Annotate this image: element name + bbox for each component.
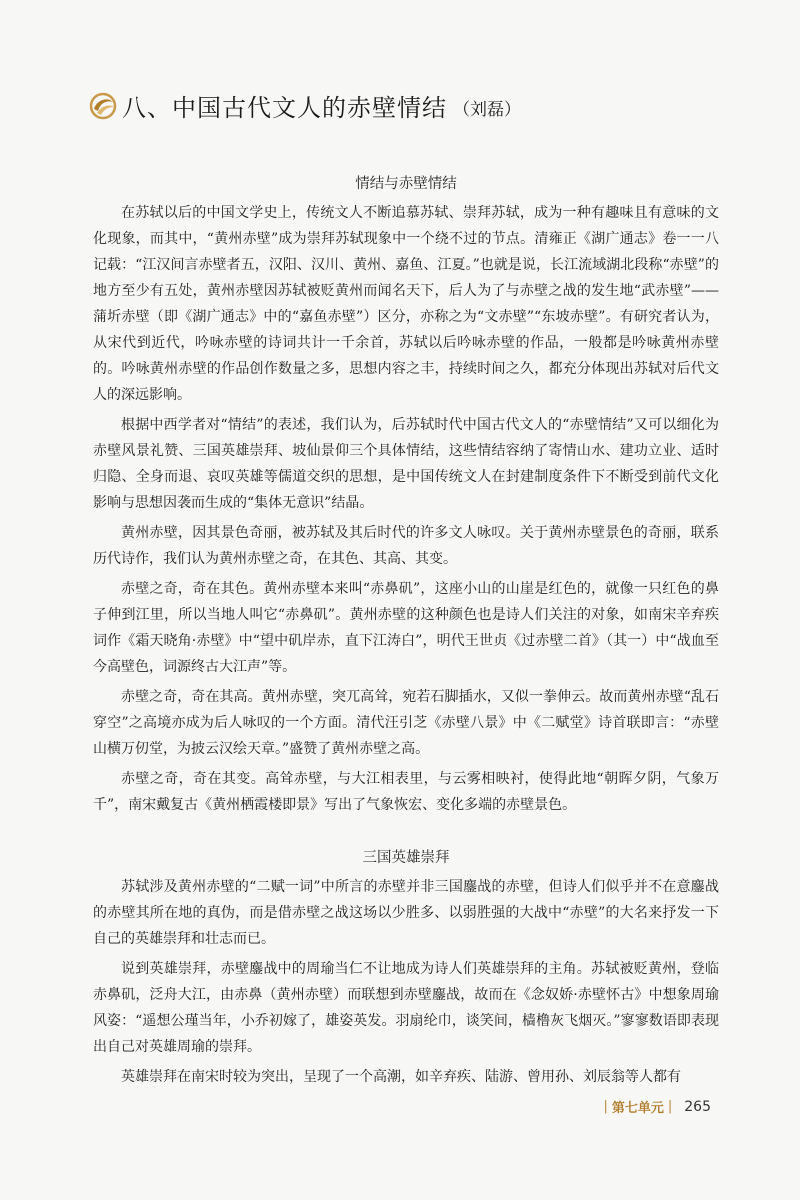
- paragraph: 说到英雄崇拜，赤壁鏖战中的周瑜当仁不让地成为诗人们英雄崇拜的主角。苏轼被贬黄州，登临赤鼻矶，泛舟大江，由赤鼻（黄州赤壁）而联想到赤壁鏖战，故而在《念奴娇·赤壁怀古》中想象周瑜风姿：“遥想公瑾当年，小乔初嫁了，雄姿英发。羽扇纶巾，谈笑间，樯橹灰飞烟灭。”寥寥数语即表现出自己对英雄周瑜的崇拜。: [93, 961, 719, 1055]
- chapter-author: （刘磊）: [453, 100, 521, 120]
- page-footer: [599, 1097, 711, 1116]
- page-number: 265: [684, 1098, 711, 1115]
- section-title: 情结与赤壁情结: [355, 176, 457, 192]
- chapter-title: 八、中国古代文人的赤壁情结: [122, 94, 447, 122]
- paragraph: 黄州赤壁，因其景色奇丽，被苏轼及其后时代的许多文人咏叹。关于黄州赤壁景色的奇丽，联系历代诗作，我们认为黄州赤壁之奇，在其色、其高、其变。: [93, 525, 719, 567]
- divider: |: [603, 1099, 608, 1114]
- chapter-header: [88, 88, 521, 123]
- divider: |: [667, 1099, 673, 1114]
- paragraph: 赤壁之奇，奇在其变。高耸赤壁，与大江相表里，与云雾相映衬，使得此地“朝晖夕阴，气象万千”，南宋戴复古《黄州栖霞楼即景》写出了气象恢宏、变化多端的赤壁景色。: [93, 771, 719, 813]
- section-title: 三国英雄崇拜: [362, 850, 450, 866]
- paragraph: 英雄崇拜在南宋时较为突出，呈现了一个高潮，如辛弃疾、陆游、曾用孙、刘辰翁等人都有: [121, 1069, 681, 1085]
- paragraph: 在苏轼以后的中国文学史上，传统文人不断追慕苏轼、崇拜苏轼，成为一种有趣味且有意味的文化现象，而其中，“黄州赤壁”成为崇拜苏轼现象中一个绕不过的节点。清雍正《湖广通志》卷一一八记载：“江汉间言赤壁者五，汉阳、汉川、黄州、嘉鱼、江夏。”也就是说，长江流域湖北段称“赤壁”的地方至少有五处，黄州赤壁因苏轼被贬黄州而闻名天下，后人为了与赤壁之战的发生地“武赤壁”——蒲圻赤壁（即《湖广通志》中的“嘉鱼赤壁”）区分，亦称之为“文赤壁”“东坡赤壁”。有研究者认为，从宋代到近代，吟咏赤壁的诗词共计一千余首，苏轼以后吟咏赤壁的作品，一般都是吟咏黄州赤壁的。吟咏黄州赤壁的作品创作数量之多，思想内容之丰，持续时间之久，都充分体现出苏轼对后代文人的深远影响。: [93, 205, 719, 403]
- main-content: [93, 170, 719, 1094]
- unit-label: 第七单元: [611, 1101, 664, 1116]
- paragraph: 根据中西学者对“情结”的表述，我们认为，后苏轼时代中国古代文人的“赤壁情结”又可以细化为赤壁风景礼赞、三国英雄崇拜、坡仙景仰三个具体情结，这些情结容纳了寄情山水、建功立业、适时归隐、全身而退、哀叹英雄等儒道交织的思想，是中国传统文人在封建制度条件下不断受到前代文化影响与思想因袭而生成的“集体无意识”结晶。: [93, 417, 719, 511]
- paragraph: 赤壁之奇，奇在其高。黄州赤壁，突兀高耸，宛若石脚插水，又似一拳伸云。故而黄州赤壁“乱石穿空”之高境亦成为后人咏叹的一个方面。清代汪引芝《赤壁八景》中《二赋堂》诗首联即言：“赤壁山横万仞堂，为披云汉绘天章。”盛赞了黄州赤壁之高。: [93, 689, 719, 757]
- paragraph: 苏轼涉及黄州赤壁的“二赋一词”中所言的赤壁并非三国鏖战的赤壁，但诗人们似乎并不在意鏖战的赤壁其所在地的真伪，而是借赤壁之战这场以少胜多、以弱胜强的大战中“赤壁”的大名来抒发一下自己的英雄崇拜和壮志而已。: [93, 879, 719, 947]
- paragraph: 赤壁之奇，奇在其色。黄州赤壁本来叫“赤鼻矶”，这座小山的山崖是红色的，就像一只红色的鼻子伸到江里，所以当地人叫它“赤鼻矶”。黄州赤壁的这种颜色也是诗人们关注的对象，如南宋辛弃疾词作《霜天晓角·赤壁》中“望中矶岸赤，直下江涛白”，明代王世贞《过赤壁二首》（其一）中“战血至今高壁色，词源终古大江声”等。: [93, 581, 719, 675]
- swirl-logo-icon: [88, 91, 118, 121]
